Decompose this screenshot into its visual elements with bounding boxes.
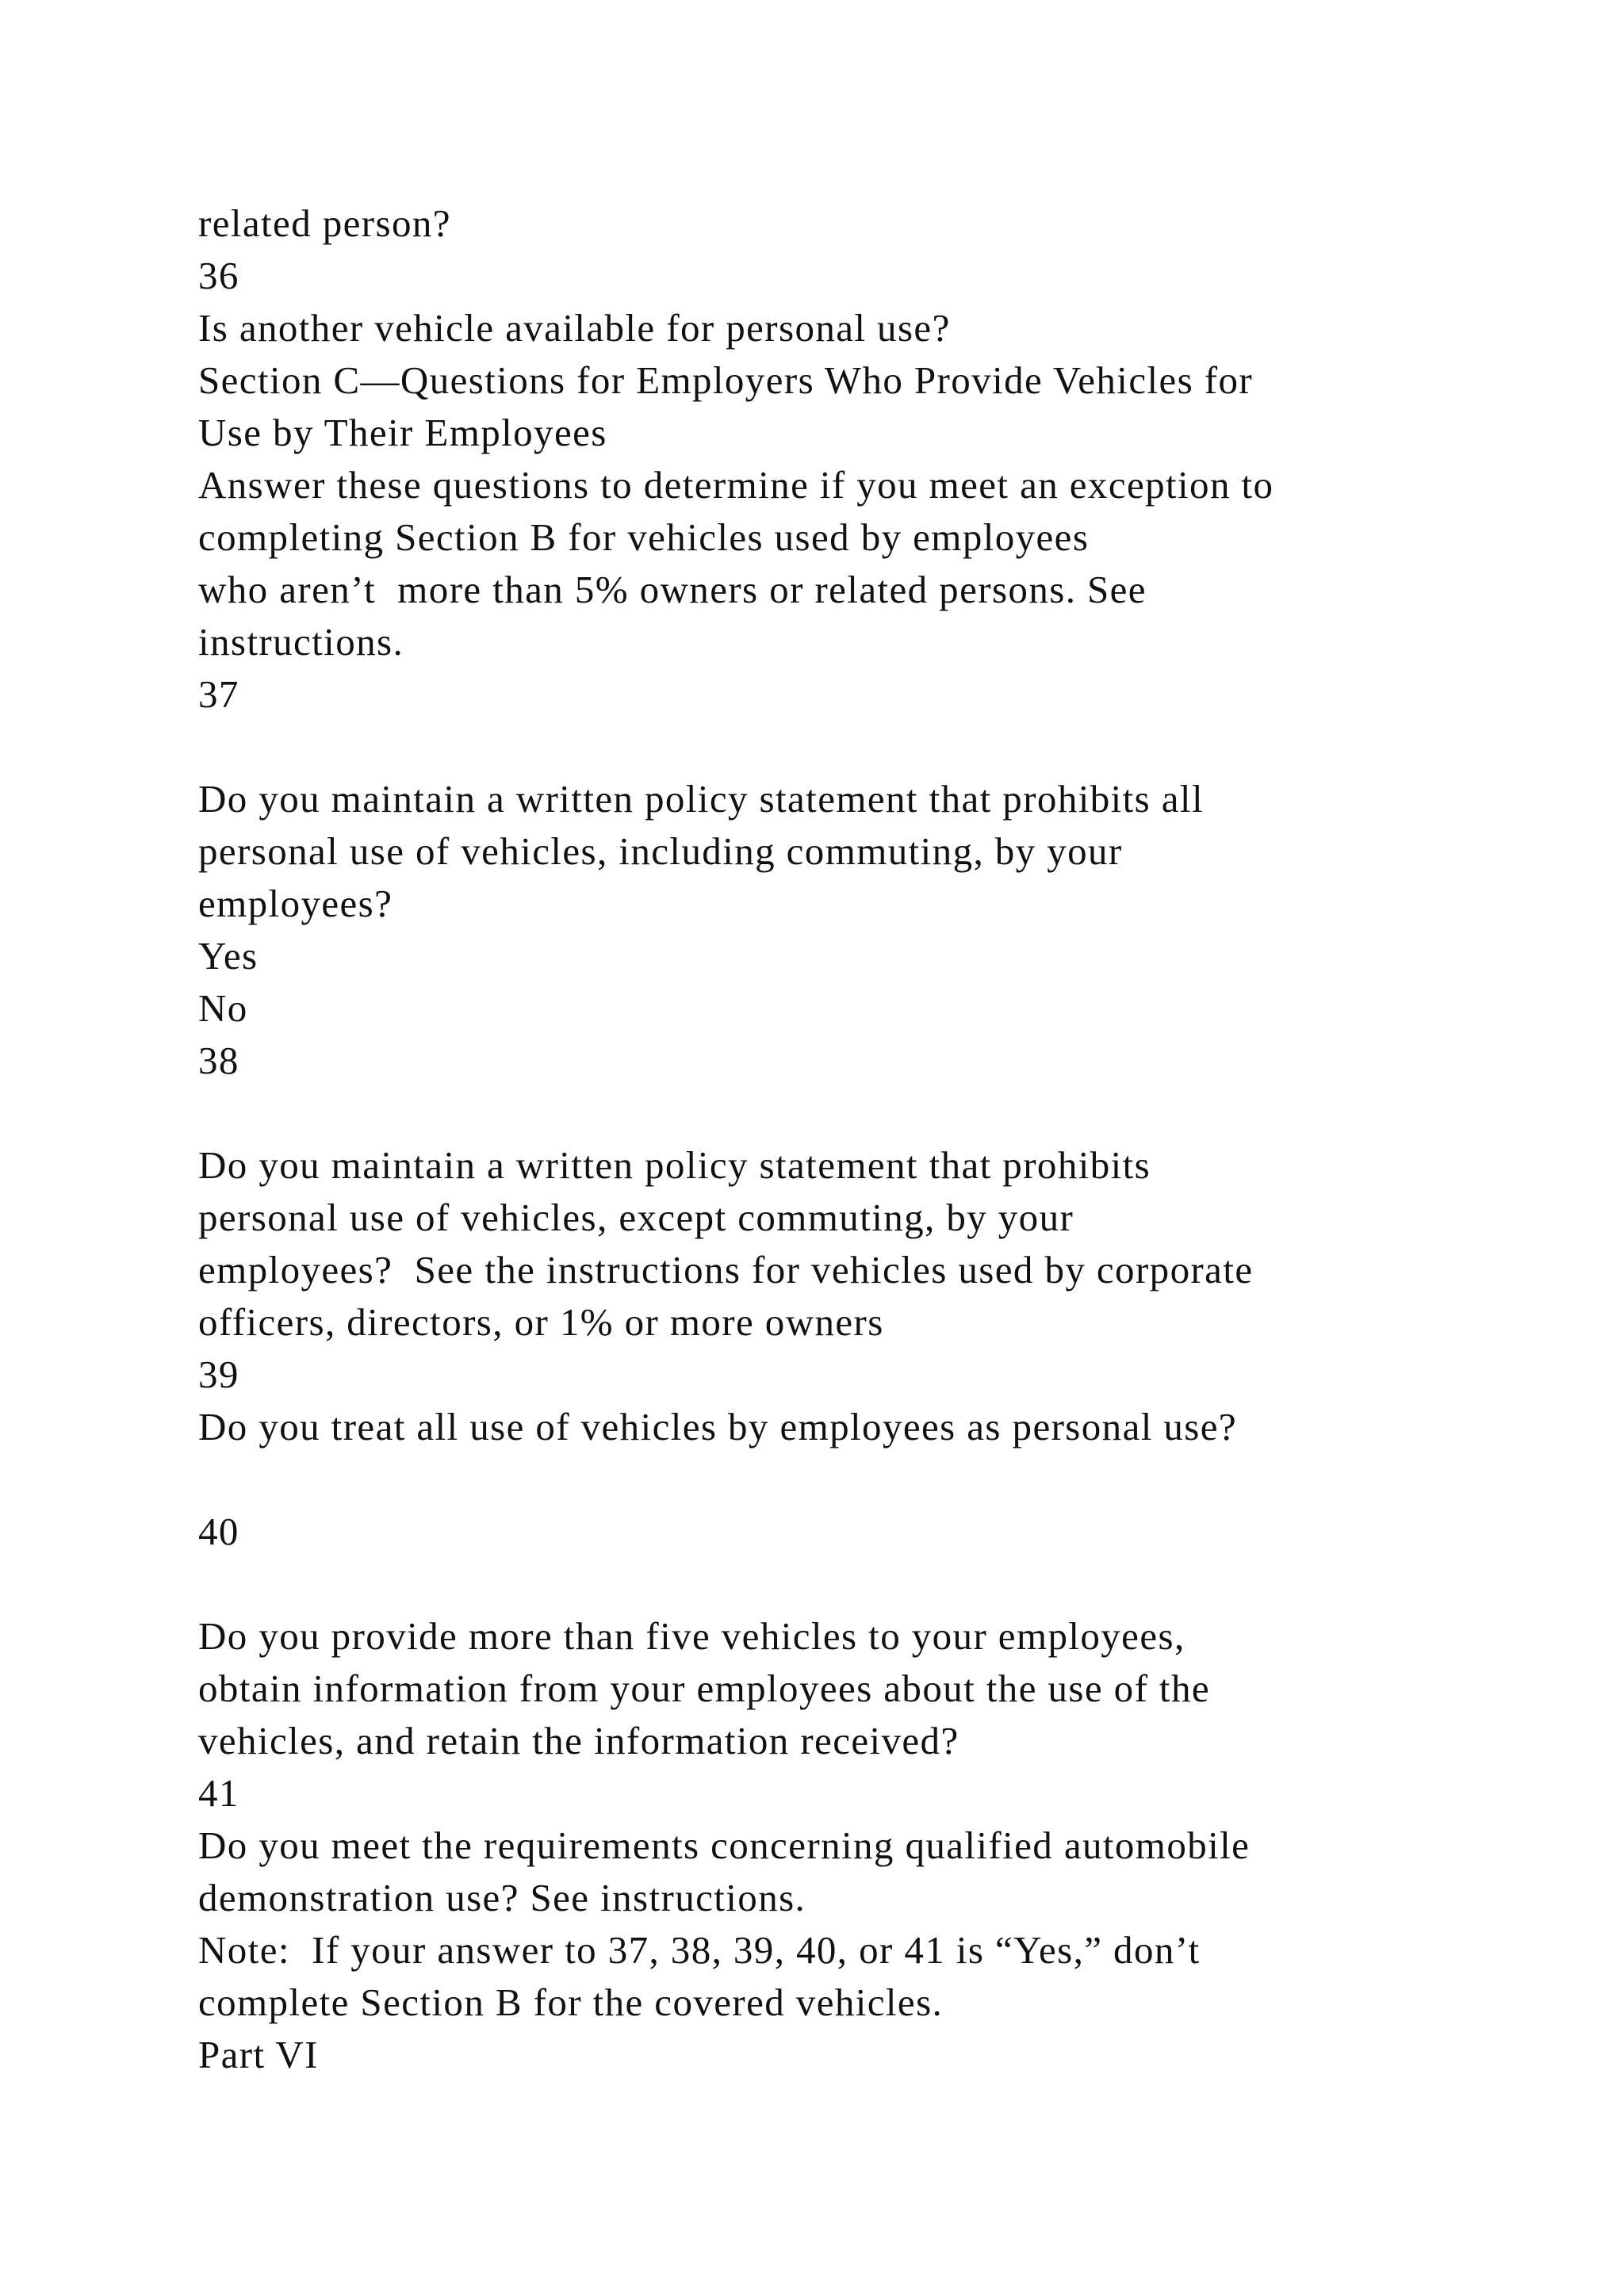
question-text: Do you provide more than five vehicles to your employees, xyxy=(198,1614,1185,1658)
part-heading: Part VI xyxy=(198,2033,319,2076)
question-text: employees? See the instructions for vehicles used by corporate xyxy=(198,1248,1254,1292)
question-text: personal use of vehicles, except commuting, by your xyxy=(198,1196,1074,1239)
question-number: 39 xyxy=(198,1353,239,1396)
question-text: personal use of vehicles, including commuting, by your xyxy=(198,829,1123,873)
instruction-text: Answer these questions to determine if you meet an exception to xyxy=(198,463,1274,507)
question-text: employees? xyxy=(198,882,393,925)
question-text: Is another vehicle available for personal use? xyxy=(198,306,951,350)
question-text: Do you meet the requirements concerning qualified automobile xyxy=(198,1823,1251,1867)
question-text: officers, directors, or 1% or more owners xyxy=(198,1300,884,1344)
answer-no: No xyxy=(198,986,248,1030)
question-number: 41 xyxy=(198,1771,239,1815)
section-heading: Section C—Questions for Employers Who Provide Vehicles for xyxy=(198,358,1254,402)
note-text: Note: If your answer to 37, 38, 39, 40, or 41 is “Yes,” don’t xyxy=(198,1928,1201,1972)
answer-yes: Yes xyxy=(198,934,259,978)
question-text: Do you treat all use of vehicles by employees as personal use? xyxy=(198,1405,1238,1448)
question-number: 40 xyxy=(198,1510,239,1553)
question-text: vehicles, and retain the information received? xyxy=(198,1719,959,1762)
question-text: obtain information from your employees about the use of the xyxy=(198,1667,1210,1710)
note-text: complete Section B for the covered vehicles. xyxy=(198,1980,944,2024)
question-number: 38 xyxy=(198,1039,239,1082)
question-number: 37 xyxy=(198,672,239,716)
instruction-text: completing Section B for vehicles used by employees xyxy=(198,515,1090,559)
section-heading: Use by Their Employees xyxy=(198,411,607,454)
question-number: 36 xyxy=(198,254,239,297)
text-line: related person? xyxy=(198,201,451,245)
question-text: Do you maintain a written policy statement that prohibits xyxy=(198,1143,1151,1187)
instruction-text: who aren’t more than 5% owners or related persons. See xyxy=(198,568,1147,611)
instruction-text: instructions. xyxy=(198,620,404,664)
question-text: demonstration use? See instructions. xyxy=(198,1876,806,1919)
question-text: Do you maintain a written policy statement that prohibits all xyxy=(198,777,1204,821)
